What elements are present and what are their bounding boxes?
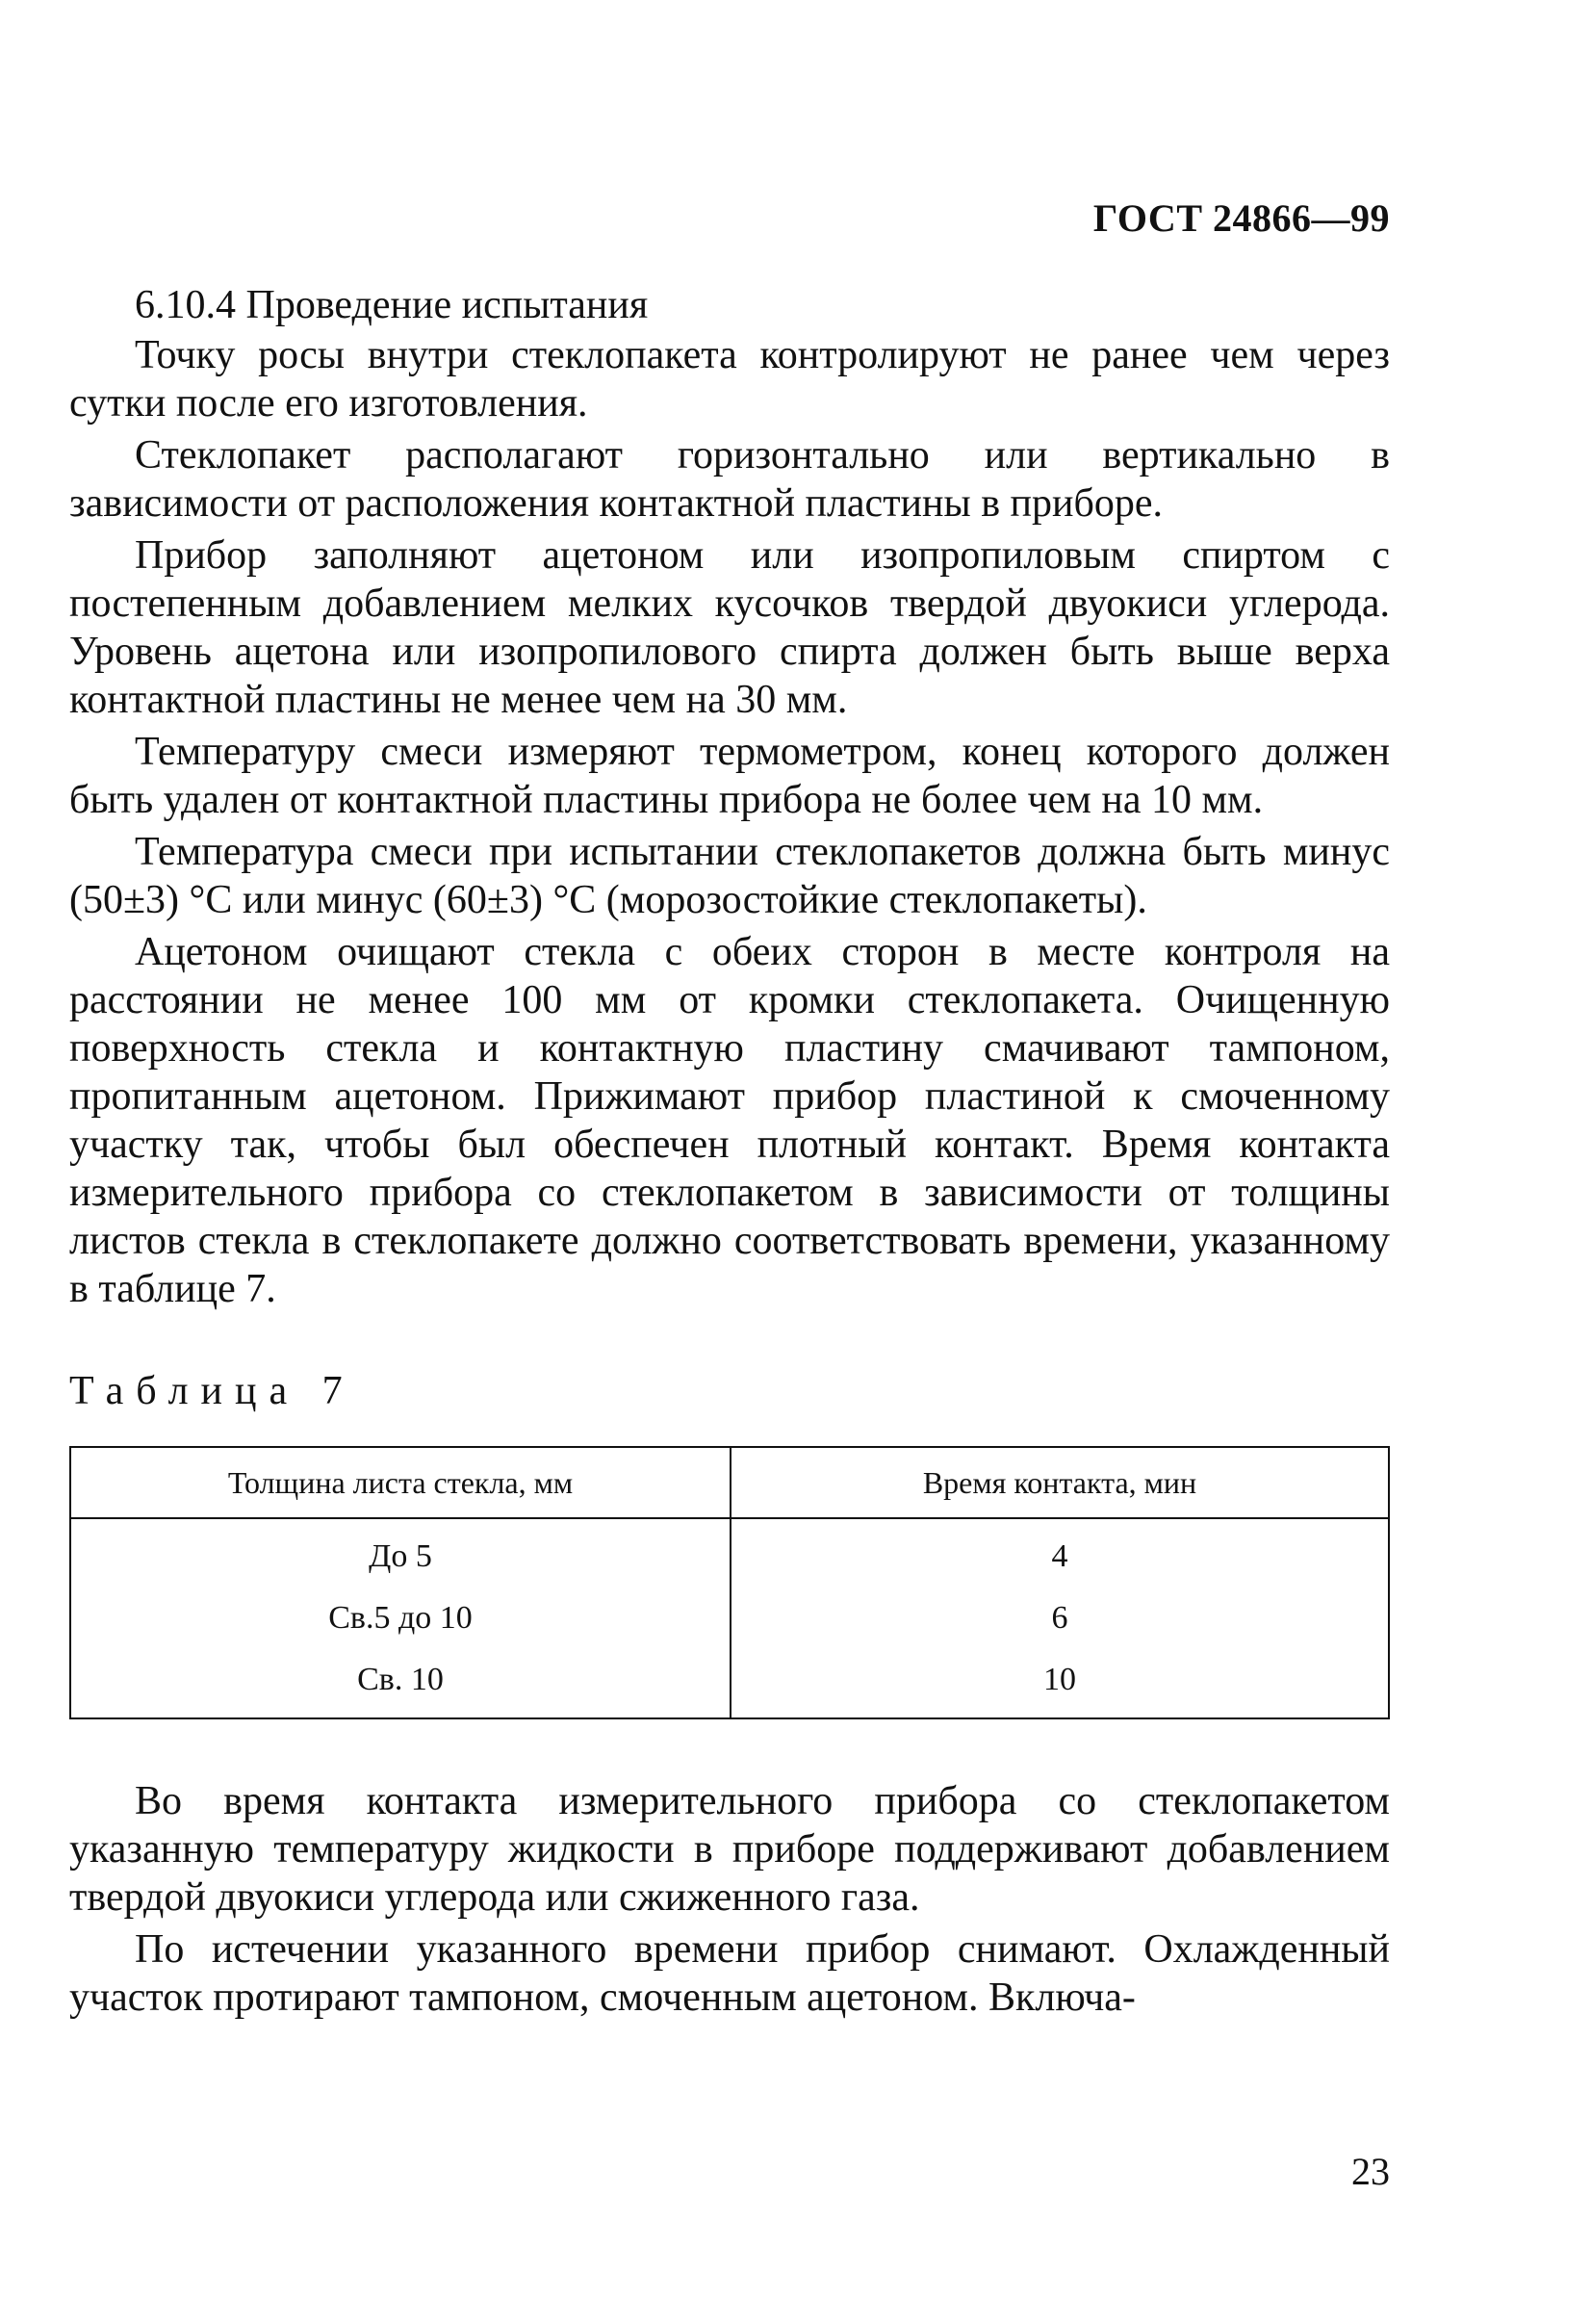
paragraph: По истечении указанного времени прибор снимают. Охлажденный участок протирают тампоном, смоченным ацетоном. Включа- xyxy=(69,1927,1390,2020)
table-caption: Таблица 7 xyxy=(69,1369,355,1413)
table-row xyxy=(70,1649,1389,1718)
paragraph: Стеклопакет располагают горизонтально или вертикально в зависимости от расположения контактной пластины в приборе. xyxy=(69,433,1390,526)
document-header: ГОСТ 24866—99 xyxy=(1092,196,1390,240)
paragraph: Ацетоном очищают стекла с обеих сторон в месте контроля на расстоянии не менее 100 мм от кромки стеклопакета. Очищенную поверхность стекла и контактную пластину смачивают тампоном, пропитанным ацетоном. Прижимают прибор пластиной к смоченному участку так, чтобы был обеспечен плотный контакт. Время контакта измерительного прибора со стеклопакетом в зависимости от толщины листов стекла в стеклопакете должно соответствовать времени, указанному в таблице 7. xyxy=(69,930,1390,1311)
paragraph: Точку росы внутри стеклопакета контролируют не ранее чем через сутки после его изготовления. xyxy=(69,333,1390,426)
table-row xyxy=(70,1518,1389,1588)
table-cell: Св. 10 xyxy=(70,1649,731,1718)
contact-time-table xyxy=(69,1446,1390,1719)
paragraph: Температура смеси при испытании стеклопакетов должна быть минус (50±3) °С или минус (60±3) °С (морозостойкие стеклопакеты). xyxy=(69,830,1390,922)
paragraph: Во время контакта измерительного прибора со стеклопакетом указанную температуру жидкости в приборе поддерживают добавлением твердой двуокиси углерода или сжиженного газа. xyxy=(69,1779,1390,1920)
table-cell: До 5 xyxy=(70,1518,731,1588)
table-cell: Св.5 до 10 xyxy=(70,1588,731,1649)
table-row xyxy=(70,1588,1389,1649)
post-table-text xyxy=(69,1777,1390,2022)
page-number: 23 xyxy=(1351,2150,1390,2193)
table-cell: 10 xyxy=(731,1649,1389,1718)
table-header-cell: Время контакта, мин xyxy=(731,1447,1389,1518)
table-header-cell: Толщина листа стекла, мм xyxy=(70,1447,731,1518)
table-header-row xyxy=(70,1447,1389,1518)
table-cell: 4 xyxy=(731,1518,1389,1588)
paragraph: Прибор заполняют ацетоном или изопропиловым спиртом с постепенным добавлением мелких кусочков твердой двуокиси углерода. Уровень ацетона или изопропилового спирта должен быть выше верха контактной пластины не менее чем на 30 мм. xyxy=(69,533,1390,722)
table-cell: 6 xyxy=(731,1588,1389,1649)
page-content xyxy=(69,281,1390,2026)
section-title: 6.10.4 Проведение испытания xyxy=(135,283,649,327)
paragraph: Температуру смеси измеряют термометром, конец которого должен быть удален от контактной пластины прибора не более чем на 10 мм. xyxy=(69,730,1390,822)
